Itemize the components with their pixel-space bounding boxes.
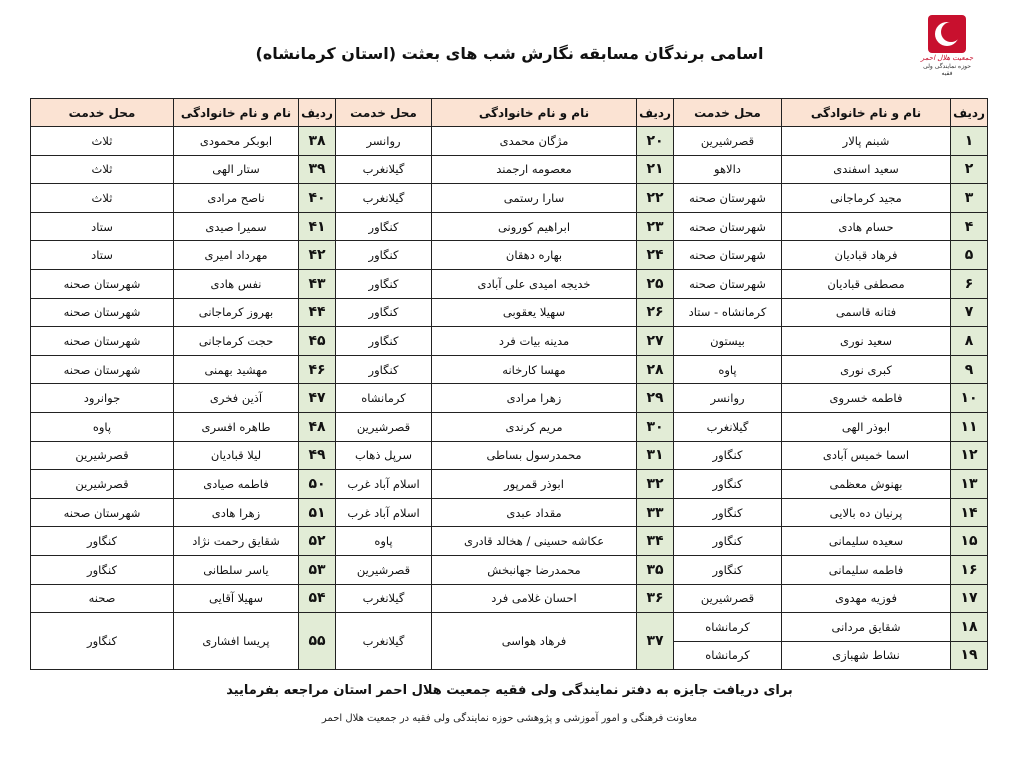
service-place: کنگاور [674, 470, 782, 499]
row-number: ۱۴ [951, 498, 988, 527]
winner-name: ابراهیم کورونی [432, 212, 637, 241]
service-place: روانسر [674, 384, 782, 413]
row-number: ۱۸ [951, 613, 988, 642]
row-number: ۴۴ [299, 298, 336, 327]
service-place: گیلانغرب [336, 613, 432, 670]
winner-name: فرهاد هواسی [432, 613, 637, 670]
row-number: ۴۱ [299, 212, 336, 241]
row-number: ۴۹ [299, 441, 336, 470]
row-number: ۳۰ [637, 412, 674, 441]
winner-name: شبنم پالار [782, 127, 951, 156]
winner-name: سعیده سلیمانی [782, 527, 951, 556]
winner-name: سعید اسفندی [782, 155, 951, 184]
winner-name: مقداد عبدی [432, 498, 637, 527]
service-place: جوانرود [31, 384, 174, 413]
table-row [31, 241, 988, 270]
table-row [31, 613, 988, 642]
service-place: پاوه [674, 355, 782, 384]
winners-table [30, 98, 988, 670]
winner-name: لیلا قبادیان [174, 441, 299, 470]
row-number: ۴۵ [299, 327, 336, 356]
winner-name: سمیرا صیدی [174, 212, 299, 241]
winner-name: مدینه بیات فرد [432, 327, 637, 356]
service-place: اسلام آباد غرب [336, 498, 432, 527]
service-place: کرمانشاه - ستاد [674, 298, 782, 327]
winner-name: نشاط شهبازی [782, 641, 951, 670]
service-place: قصرشیرین [674, 127, 782, 156]
row-number: ۲۳ [637, 212, 674, 241]
winner-name: عکاشه حسینی / هخالد قادری [432, 527, 637, 556]
logo-subtext: حوزه نمایندگی ولی فقیه [923, 63, 971, 77]
winner-name: مریم کرندی [432, 412, 637, 441]
service-place: ستاد [31, 241, 174, 270]
winner-name: ابوذر الهی [782, 412, 951, 441]
row-number: ۶ [951, 269, 988, 298]
winner-name: محمدرسول بساطی [432, 441, 637, 470]
service-place: گیلانغرب [336, 155, 432, 184]
row-number: ۴ [951, 212, 988, 241]
winner-name: اسما خمیس آبادی [782, 441, 951, 470]
service-place: کنگاور [336, 212, 432, 241]
header-name: نام و نام خانوادگی [432, 99, 637, 127]
service-place: ثلاث [31, 127, 174, 156]
table-row [31, 127, 988, 156]
service-place: بیستون [674, 327, 782, 356]
service-place: کنگاور [336, 241, 432, 270]
row-number: ۱۱ [951, 412, 988, 441]
service-place: قصرشیرین [674, 584, 782, 613]
table-row [31, 384, 988, 413]
table-row [31, 327, 988, 356]
row-number: ۴۰ [299, 184, 336, 213]
winner-name: یاسر سلطانی [174, 555, 299, 584]
header-place: محل خدمت [336, 99, 432, 127]
service-place: شهرستان صحنه [31, 298, 174, 327]
row-number: ۲۵ [637, 269, 674, 298]
row-number: ۲۷ [637, 327, 674, 356]
winner-name: مصطفی قبادیان [782, 269, 951, 298]
header-place: محل خدمت [31, 99, 174, 127]
winner-name: ستار الهی [174, 155, 299, 184]
service-place: سرپل ذهاب [336, 441, 432, 470]
winner-name: مژگان محمدی [432, 127, 637, 156]
table-row [31, 155, 988, 184]
service-place: شهرستان صحنه [674, 212, 782, 241]
service-place: قصرشیرین [31, 470, 174, 499]
row-number: ۵۴ [299, 584, 336, 613]
row-number: ۳۱ [637, 441, 674, 470]
service-place: کنگاور [31, 527, 174, 556]
winner-name: پریسا افشاری [174, 613, 299, 670]
row-number: ۲۱ [637, 155, 674, 184]
service-place: کرمانشاه [674, 641, 782, 670]
service-place: قصرشیرین [336, 412, 432, 441]
service-place: شهرستان صحنه [31, 269, 174, 298]
row-number: ۱۷ [951, 584, 988, 613]
row-number: ۱ [951, 127, 988, 156]
service-place: کنگاور [674, 555, 782, 584]
row-number: ۳۵ [637, 555, 674, 584]
row-number: ۳۸ [299, 127, 336, 156]
table-row [31, 212, 988, 241]
service-place: گیلانغرب [336, 184, 432, 213]
row-number: ۲۸ [637, 355, 674, 384]
row-number: ۱۲ [951, 441, 988, 470]
winner-name: زهرا هادی [174, 498, 299, 527]
service-place: شهرستان صحنه [674, 269, 782, 298]
winner-name: خدیجه امیدی علی آبادی [432, 269, 637, 298]
row-number: ۳۴ [637, 527, 674, 556]
winner-name: پرنیان ده بالایی [782, 498, 951, 527]
winner-name: احسان غلامی فرد [432, 584, 637, 613]
service-place: پاوه [336, 527, 432, 556]
row-number: ۸ [951, 327, 988, 356]
table-row [31, 355, 988, 384]
winner-name: کبری نوری [782, 355, 951, 384]
service-place: کنگاور [674, 498, 782, 527]
header-row-no: ردیف [951, 99, 988, 127]
table-row [31, 298, 988, 327]
table-row [31, 470, 988, 499]
row-number: ۵۲ [299, 527, 336, 556]
row-number: ۱۶ [951, 555, 988, 584]
row-number: ۱۵ [951, 527, 988, 556]
service-place: گیلانغرب [674, 412, 782, 441]
service-place: شهرستان صحنه [31, 327, 174, 356]
table-row [31, 555, 988, 584]
service-place: شهرستان صحنه [674, 184, 782, 213]
row-number: ۲ [951, 155, 988, 184]
winner-name: سهیلا آقایی [174, 584, 299, 613]
page-title: اسامی برندگان مسابقه نگارش شب های بعثت (استان کرمانشاه) [255, 44, 764, 63]
row-number: ۱۹ [951, 641, 988, 670]
row-number: ۵۳ [299, 555, 336, 584]
row-number: ۵ [951, 241, 988, 270]
service-place: کنگاور [31, 555, 174, 584]
winner-name: نفس هادی [174, 269, 299, 298]
row-number: ۳۷ [637, 613, 674, 670]
row-number: ۲۰ [637, 127, 674, 156]
winner-name: طاهره افسری [174, 412, 299, 441]
winner-name: شقایق مردانی [782, 613, 951, 642]
table-header-row [31, 99, 988, 127]
row-number: ۲۶ [637, 298, 674, 327]
winner-name: ناصح مرادی [174, 184, 299, 213]
row-number: ۷ [951, 298, 988, 327]
winner-name: زهرا مرادی [432, 384, 637, 413]
table-row [31, 584, 988, 613]
footer-office: معاونت فرهنگی و امور آموزشی و پژوهشی حوزه نمایندگی ولی فقیه در جمعیت هلال احمر [321, 713, 698, 724]
service-place: کنگاور [674, 441, 782, 470]
service-place: شهرستان صحنه [31, 498, 174, 527]
winner-name: حجت کرماجانی [174, 327, 299, 356]
winner-name: فاطمه خسروی [782, 384, 951, 413]
service-place: قصرشیرین [336, 555, 432, 584]
row-number: ۳ [951, 184, 988, 213]
service-place: صحنه [31, 584, 174, 613]
logo-text: جمعیت هلال احمر [920, 54, 974, 62]
row-number: ۳۲ [637, 470, 674, 499]
winner-name: بهنوش معظمی [782, 470, 951, 499]
winner-name: محمدرضا جهانبخش [432, 555, 637, 584]
service-place: کنگاور [31, 613, 174, 670]
table-row [31, 184, 988, 213]
row-number: ۴۶ [299, 355, 336, 384]
service-place: کنگاور [336, 269, 432, 298]
table-row [31, 441, 988, 470]
winner-name: مهرداد امیری [174, 241, 299, 270]
service-place: ثلاث [31, 184, 174, 213]
service-place: شهرستان صحنه [674, 241, 782, 270]
row-number: ۵۵ [299, 613, 336, 670]
service-place: کرمانشاه [674, 613, 782, 642]
service-place: کنگاور [336, 298, 432, 327]
winner-name: ابوذر قمرپور [432, 470, 637, 499]
service-place: کنگاور [336, 355, 432, 384]
winner-name: سارا رستمی [432, 184, 637, 213]
table-row [31, 498, 988, 527]
winner-name: سعید نوری [782, 327, 951, 356]
row-number: ۱۳ [951, 470, 988, 499]
winner-name: مهسا کارخانه [432, 355, 637, 384]
service-place: کرمانشاه [336, 384, 432, 413]
winner-name: مهشید بهمنی [174, 355, 299, 384]
winner-name: حسام هادی [782, 212, 951, 241]
service-place: دالاهو [674, 155, 782, 184]
header-place: محل خدمت [674, 99, 782, 127]
winner-name: فاطمه سلیمانی [782, 555, 951, 584]
winner-name: بهروز کرماجانی [174, 298, 299, 327]
service-place: شهرستان صحنه [31, 355, 174, 384]
row-number: ۹ [951, 355, 988, 384]
winner-name: فوزیه مهدوی [782, 584, 951, 613]
table-row [31, 412, 988, 441]
row-number: ۲۲ [637, 184, 674, 213]
service-place: روانسر [336, 127, 432, 156]
table-row [31, 269, 988, 298]
row-number: ۴۳ [299, 269, 336, 298]
row-number: ۴۸ [299, 412, 336, 441]
winner-name: آذین فخری [174, 384, 299, 413]
winner-name: ابوبکر محمودی [174, 127, 299, 156]
row-number: ۵۰ [299, 470, 336, 499]
winner-name: فتانه قاسمی [782, 298, 951, 327]
header-row-no: ردیف [637, 99, 674, 127]
row-number: ۴۷ [299, 384, 336, 413]
winner-name: مجید کرماجانی [782, 184, 951, 213]
row-number: ۴۲ [299, 241, 336, 270]
row-number: ۱۰ [951, 384, 988, 413]
winner-name: شقایق رحمت نژاد [174, 527, 299, 556]
service-place: پاوه [31, 412, 174, 441]
winner-name: معصومه ارجمند [432, 155, 637, 184]
header-row-no: ردیف [299, 99, 336, 127]
table-row [31, 527, 988, 556]
row-number: ۲۹ [637, 384, 674, 413]
row-number: ۳۹ [299, 155, 336, 184]
service-place: ثلاث [31, 155, 174, 184]
winner-name: بهاره دهقان [432, 241, 637, 270]
row-number: ۵۱ [299, 498, 336, 527]
winner-name: فرهاد قبادیان [782, 241, 951, 270]
service-place: گیلانغرب [336, 584, 432, 613]
service-place: اسلام آباد غرب [336, 470, 432, 499]
service-place: کنگاور [674, 527, 782, 556]
row-number: ۳۶ [637, 584, 674, 613]
header-name: نام و نام خانوادگی [782, 99, 951, 127]
winner-name: فاطمه صیادی [174, 470, 299, 499]
footer-notice: برای دریافت جایزه به دفتر نمایندگی ولی فقیه جمعیت هلال احمر استان مراجعه بفرمایید [226, 683, 793, 698]
service-place: قصرشیرین [31, 441, 174, 470]
service-place: کنگاور [336, 327, 432, 356]
row-number: ۲۴ [637, 241, 674, 270]
winner-name: سهیلا یعقوبی [432, 298, 637, 327]
header-name: نام و نام خانوادگی [174, 99, 299, 127]
service-place: ستاد [31, 212, 174, 241]
row-number: ۳۳ [637, 498, 674, 527]
